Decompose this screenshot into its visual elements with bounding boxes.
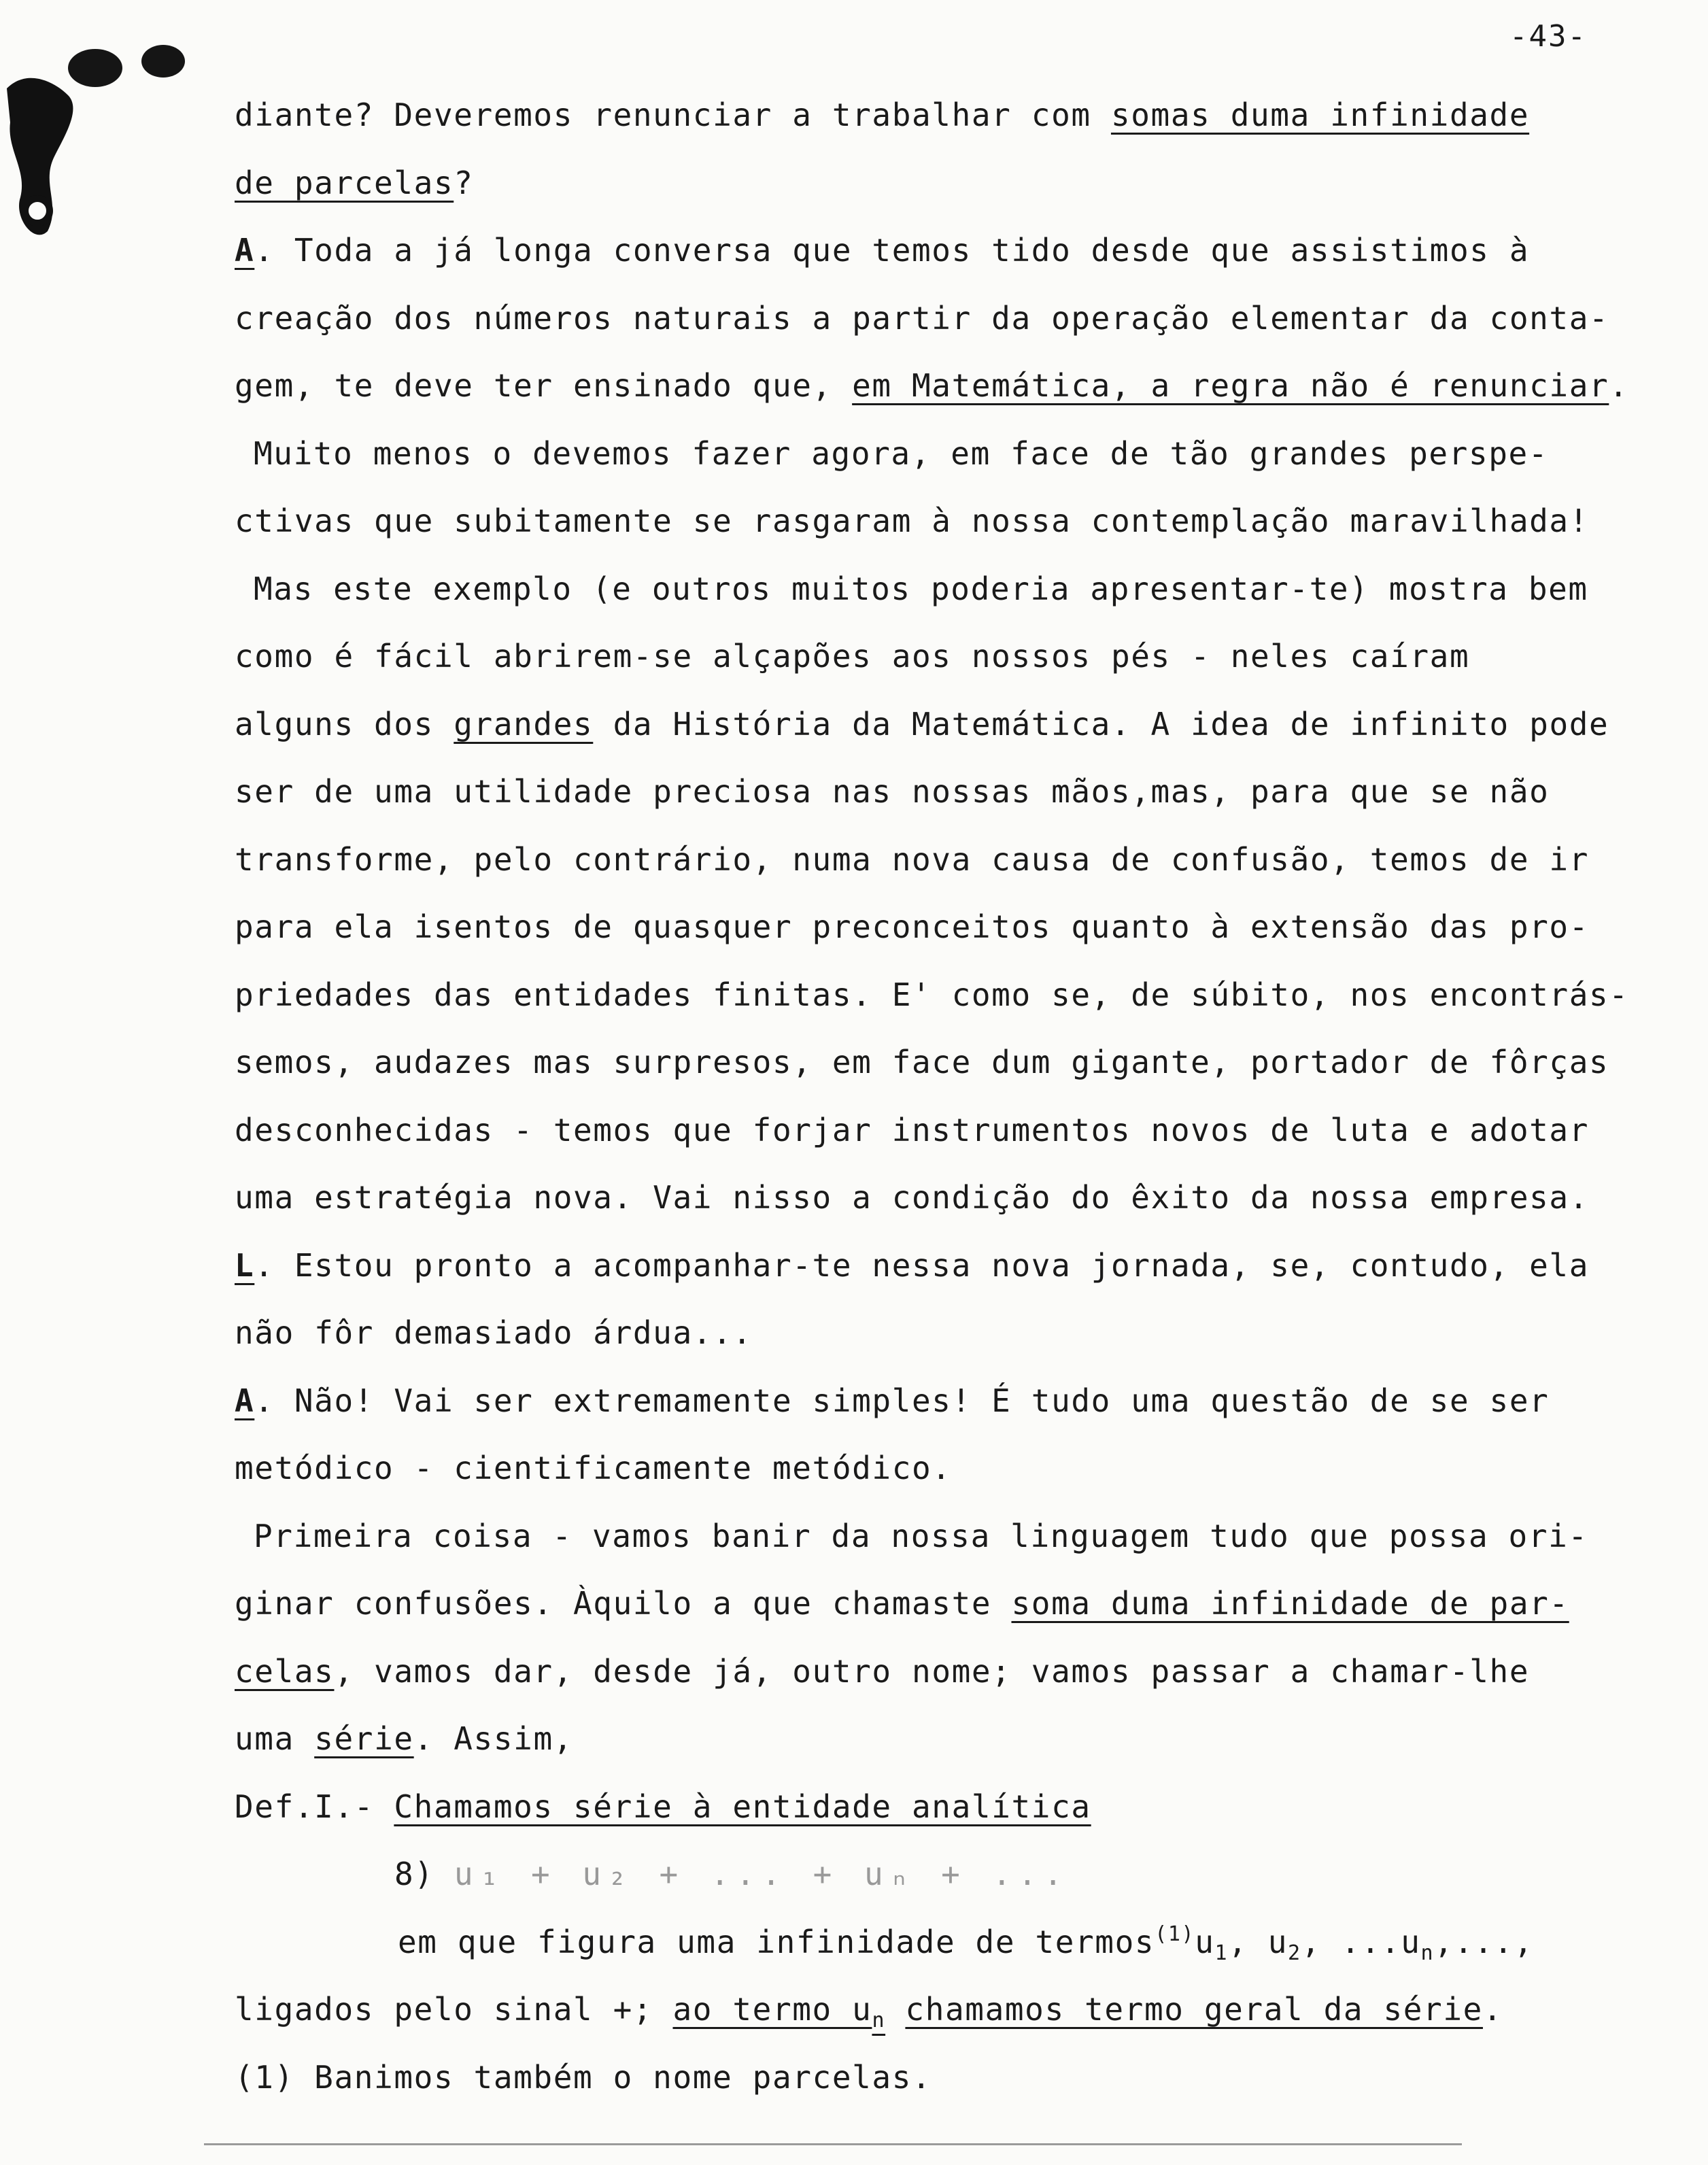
text-run: n [1420,1941,1435,1965]
text-run: semos, audazes mas surpresos, em face dum gigante, portador de fôrças [235,1044,1609,1080]
underlined-text: somas duma infinidade [1110,97,1530,133]
text-line [235,1909,1656,1977]
text-run: ginar confusões. Àquilo a que chamaste [235,1585,1012,1622]
text-run: . Toda a já longa conversa que temos tido desde que assistimos à [254,232,1530,269]
underlined-text: A [235,1382,255,1419]
text-run [885,1991,905,2028]
text-line [235,1638,1656,1706]
text-run: ? [454,164,474,201]
text-line [235,1503,1656,1571]
text-line [235,623,1656,691]
text-line [235,961,1656,1029]
text-run: , vamos dar, desde já, outro nome; vamos passar a chamar-lhe [334,1652,1530,1690]
underlined-text: grandes [454,705,594,743]
text-line [235,1232,1656,1300]
bottom-rule [204,2143,1462,2145]
text-line [235,285,1656,353]
text-line [235,1097,1656,1165]
text-run: 8) [394,1856,454,1892]
text-run: u [1195,1923,1215,1960]
text-run: Muito menos o devemos fazer agora, em face de tão grandes perspe- [254,434,1549,472]
text-line [235,1976,1656,2044]
text-line [235,1705,1656,1773]
underlined-text: chamamos termo geral da série [905,1991,1483,2028]
text-line [235,2044,1656,2112]
text-run: . Estou pronto a acompanhar-te nessa nova jornada, se, contudo, ela [254,1246,1590,1284]
ink-blot-decoration [0,41,197,245]
text-line [235,826,1656,894]
text-run: como é fácil abrirem-se alçapões aos nossos pés - neles caíram [235,638,1470,675]
text-run: 1 [1214,1941,1229,1965]
text-line [235,150,1656,218]
text-line [235,420,1656,488]
text-run: ctivas que subitamente se rasgaram à nossa contemplação maravilhada! [235,502,1590,539]
underlined-text: n [872,2009,886,2032]
underlined-text: soma duma infinidade de par- [1011,1585,1569,1622]
text-run: para ela isentos de quasquer preconceitos quanto à extensão das pro- [235,908,1590,945]
text-run: (1) [1155,1922,1195,1946]
text-run: . [1609,367,1629,404]
text-run: . Assim, [413,1720,574,1757]
text-run: 2 [1288,1941,1301,1965]
text-line [235,893,1656,961]
text-line [235,1841,1656,1909]
page-number: -43- [1509,19,1587,54]
text-run: diante? Deveremos renunciar a trabalhar com [235,97,1111,133]
underlined-text: ao termo u [672,1991,872,2028]
underlined-text: Chamamos série à entidade analítica [394,1788,1091,1825]
text-run: ligados pelo sinal +; [235,1991,673,2028]
text-run: metódico - cientificamente metódico. [235,1450,952,1486]
text-line [235,1299,1656,1367]
underlined-text: A [235,232,255,269]
text-line [235,1029,1656,1097]
typewritten-text [235,82,1656,2111]
text-line [235,691,1656,759]
text-run: uma [235,1720,315,1757]
underlined-text: L [235,1246,255,1284]
text-line [235,1570,1656,1638]
text-run: (1) Banimos também o nome parcelas. [235,2058,932,2096]
underlined-text: celas [235,1652,335,1690]
text-run: , u [1228,1923,1288,1960]
text-run: Def.I.- [235,1788,394,1825]
text-line [235,758,1656,826]
text-line [235,352,1656,420]
text-run: . Não! Vai ser extremamente simples! É tudo uma questão de se ser [254,1382,1550,1419]
text-run: alguns dos [235,705,454,743]
text-run: ser de uma utilidade preciosa nas nossas mãos,mas, para que se não [235,773,1550,810]
text-line [235,82,1656,150]
text-run: creação dos números naturais a partir da operação elementar da conta- [235,299,1609,337]
text-run: Primeira coisa - vamos banir da nossa linguagem tudo que possa ori- [254,1517,1588,1554]
text-line [235,1367,1656,1435]
underlined-text: série [314,1720,414,1757]
text-run: não fôr demasiado árdua... [235,1314,753,1351]
underlined-text: em Matemática, a regra não é renunciar [852,367,1609,404]
text-run: em que figura uma infinidade de termos [398,1923,1155,1960]
text-line [235,556,1656,624]
text-run: da História da Matemática. A idea de infinito pode [593,705,1609,743]
text-line [235,1773,1656,1841]
text-run: . [1482,1991,1503,2028]
text-run: u₁ + u₂ + ... + uₙ + ... [454,1856,1070,1892]
text-line [235,1435,1656,1503]
text-run: ,..., [1434,1923,1534,1960]
text-run: uma estratégia nova. Vai nisso a condição do êxito da nossa empresa. [235,1179,1590,1216]
underlined-text: de parcelas [235,164,454,201]
text-line [235,217,1656,285]
text-run: desconhecidas - temos que forjar instrumentos novos de luta e adotar [235,1111,1590,1148]
text-run: Mas este exemplo (e outros muitos poderia apresentar-te) mostra bem [254,570,1588,607]
text-run: , ...u [1301,1923,1421,1960]
text-run: transforme, pelo contrário, numa nova causa de confusão, temos de ir [235,840,1590,878]
text-line [235,1164,1656,1232]
text-run: gem, te deve ter ensinado que, [235,367,853,404]
text-line [235,488,1656,556]
text-run: priedades das entidades finitas. E' como se, de súbito, nos encontrás- [235,976,1629,1013]
